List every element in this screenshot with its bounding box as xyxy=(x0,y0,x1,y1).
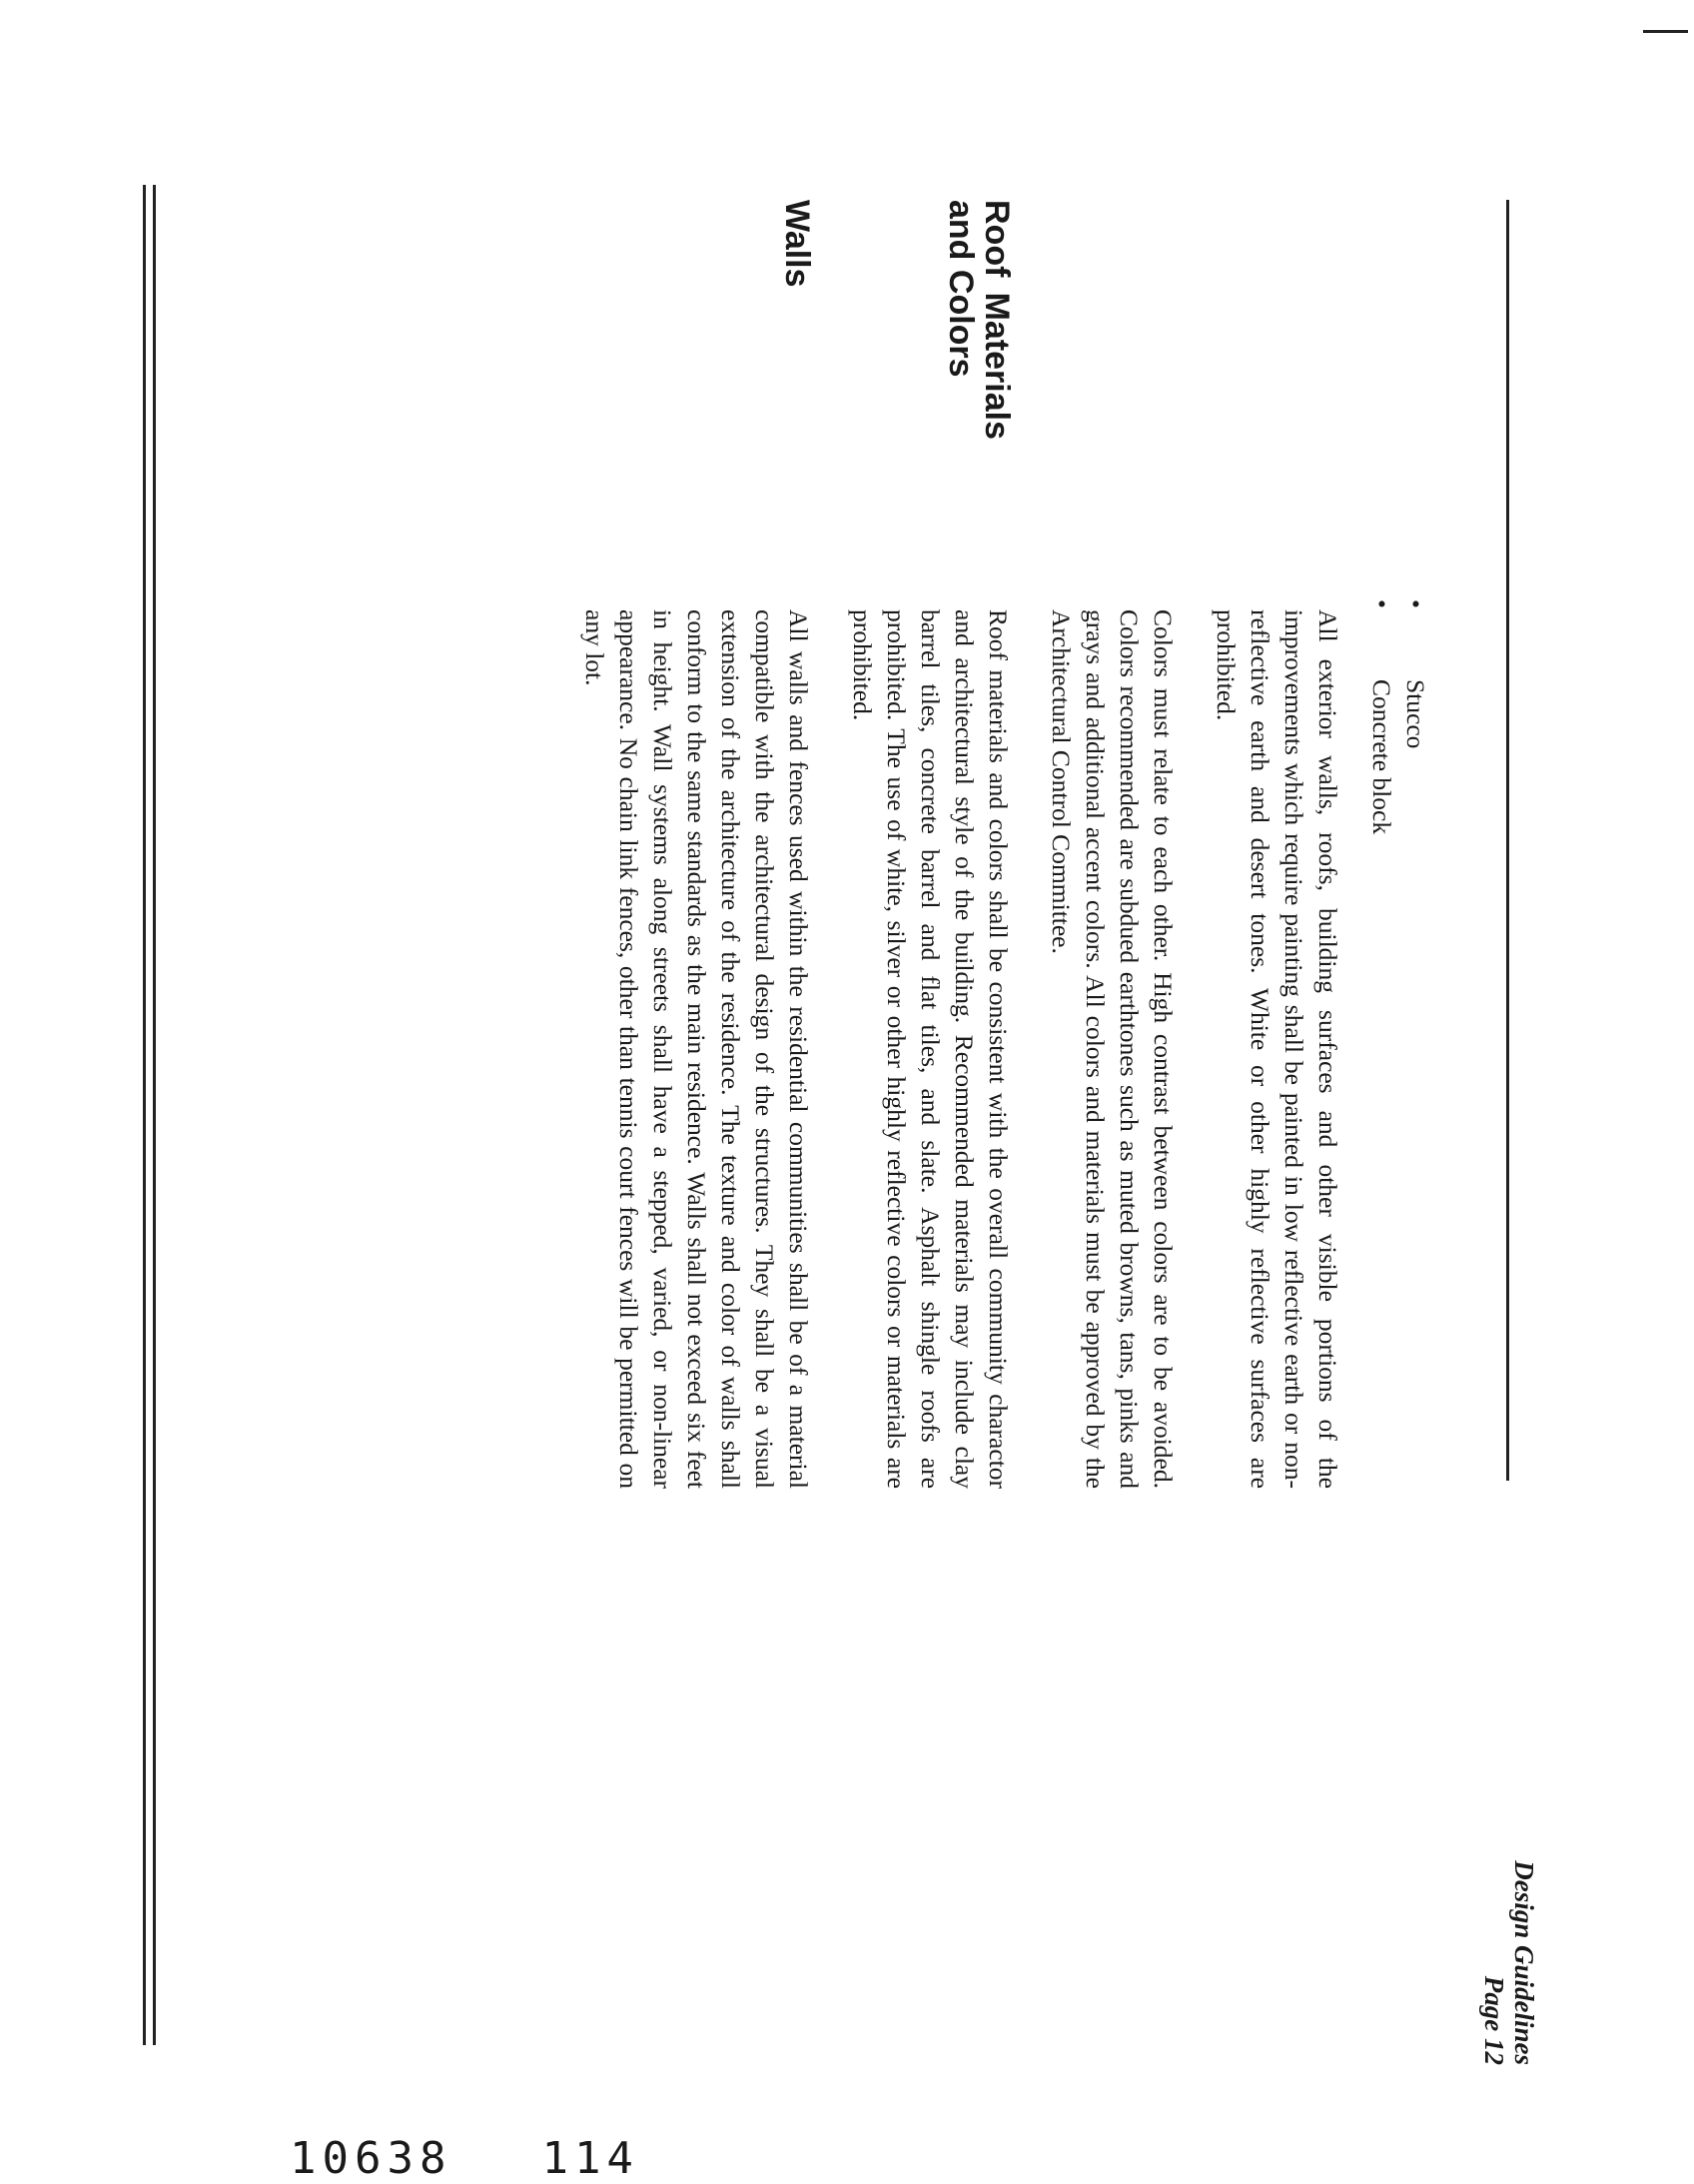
page-number: Page 12 xyxy=(1479,1975,1509,2065)
document-title: Design Guidelines xyxy=(1509,1860,1539,2065)
walls-paragraph: All walls and fences used within the residential communities shall be of a material compatible with the architectural design of the structures. They shall be a visual extension of the architecture of the residence. The texture and color of walls shall conform to the same standards as the main residence. Walls shall not exceed six feet in height. Wall systems along streets shall have a stepped, varied, or non-linear appearance. No chain link fences, other than tennis court fences will be permitted on any lot. xyxy=(580,609,813,1489)
bullet-icon: • xyxy=(1367,599,1396,608)
top-rule xyxy=(1506,200,1509,1481)
recording-stamp xyxy=(290,2133,639,2184)
roof-section-heading: Roof Materials and Colors xyxy=(942,200,1016,440)
list-item: • Concrete block xyxy=(1364,599,1398,834)
bottom-rule-double xyxy=(143,185,146,2045)
list-item: • Stucco xyxy=(1398,599,1432,834)
walls-section-heading: Walls xyxy=(778,200,816,288)
corner-mark xyxy=(1643,30,1688,33)
page-header xyxy=(1479,1860,1539,2065)
bottom-rule xyxy=(153,185,156,2045)
material-bullet-list xyxy=(1364,599,1432,834)
stamp-book-number: 10638 xyxy=(290,2133,452,2184)
colors-paragraph: Colors must relate to each other. High contrast between colors are to be avoided. Colors recommended are subdued earthtones such as muted browns, tans, pinks and grays and additional accent colors. All colors and materials must be approved by the Architectural Control Committee. xyxy=(1047,609,1178,1489)
bullet-icon: • xyxy=(1401,599,1430,608)
stamp-page-number: 114 xyxy=(541,2133,639,2184)
exterior-walls-paragraph: All exterior walls, roofs, building surfaces and other visible portions of the improvements which require painting shall be painted in low reflective earth or non-reflective earth and desert tones. White or other highly reflective surfaces are prohibited. xyxy=(1212,609,1342,1489)
roof-paragraph: Roof materials and colors shall be consistent with the overall community charactor and architectural style of the building. Recommended materials may include clay barrel tiles, concrete barrel and flat tiles, and slate. Asphalt shingle roofs are prohibited. The use of white, silver or other highly reflective colors or materials are prohibited. xyxy=(848,609,1013,1489)
